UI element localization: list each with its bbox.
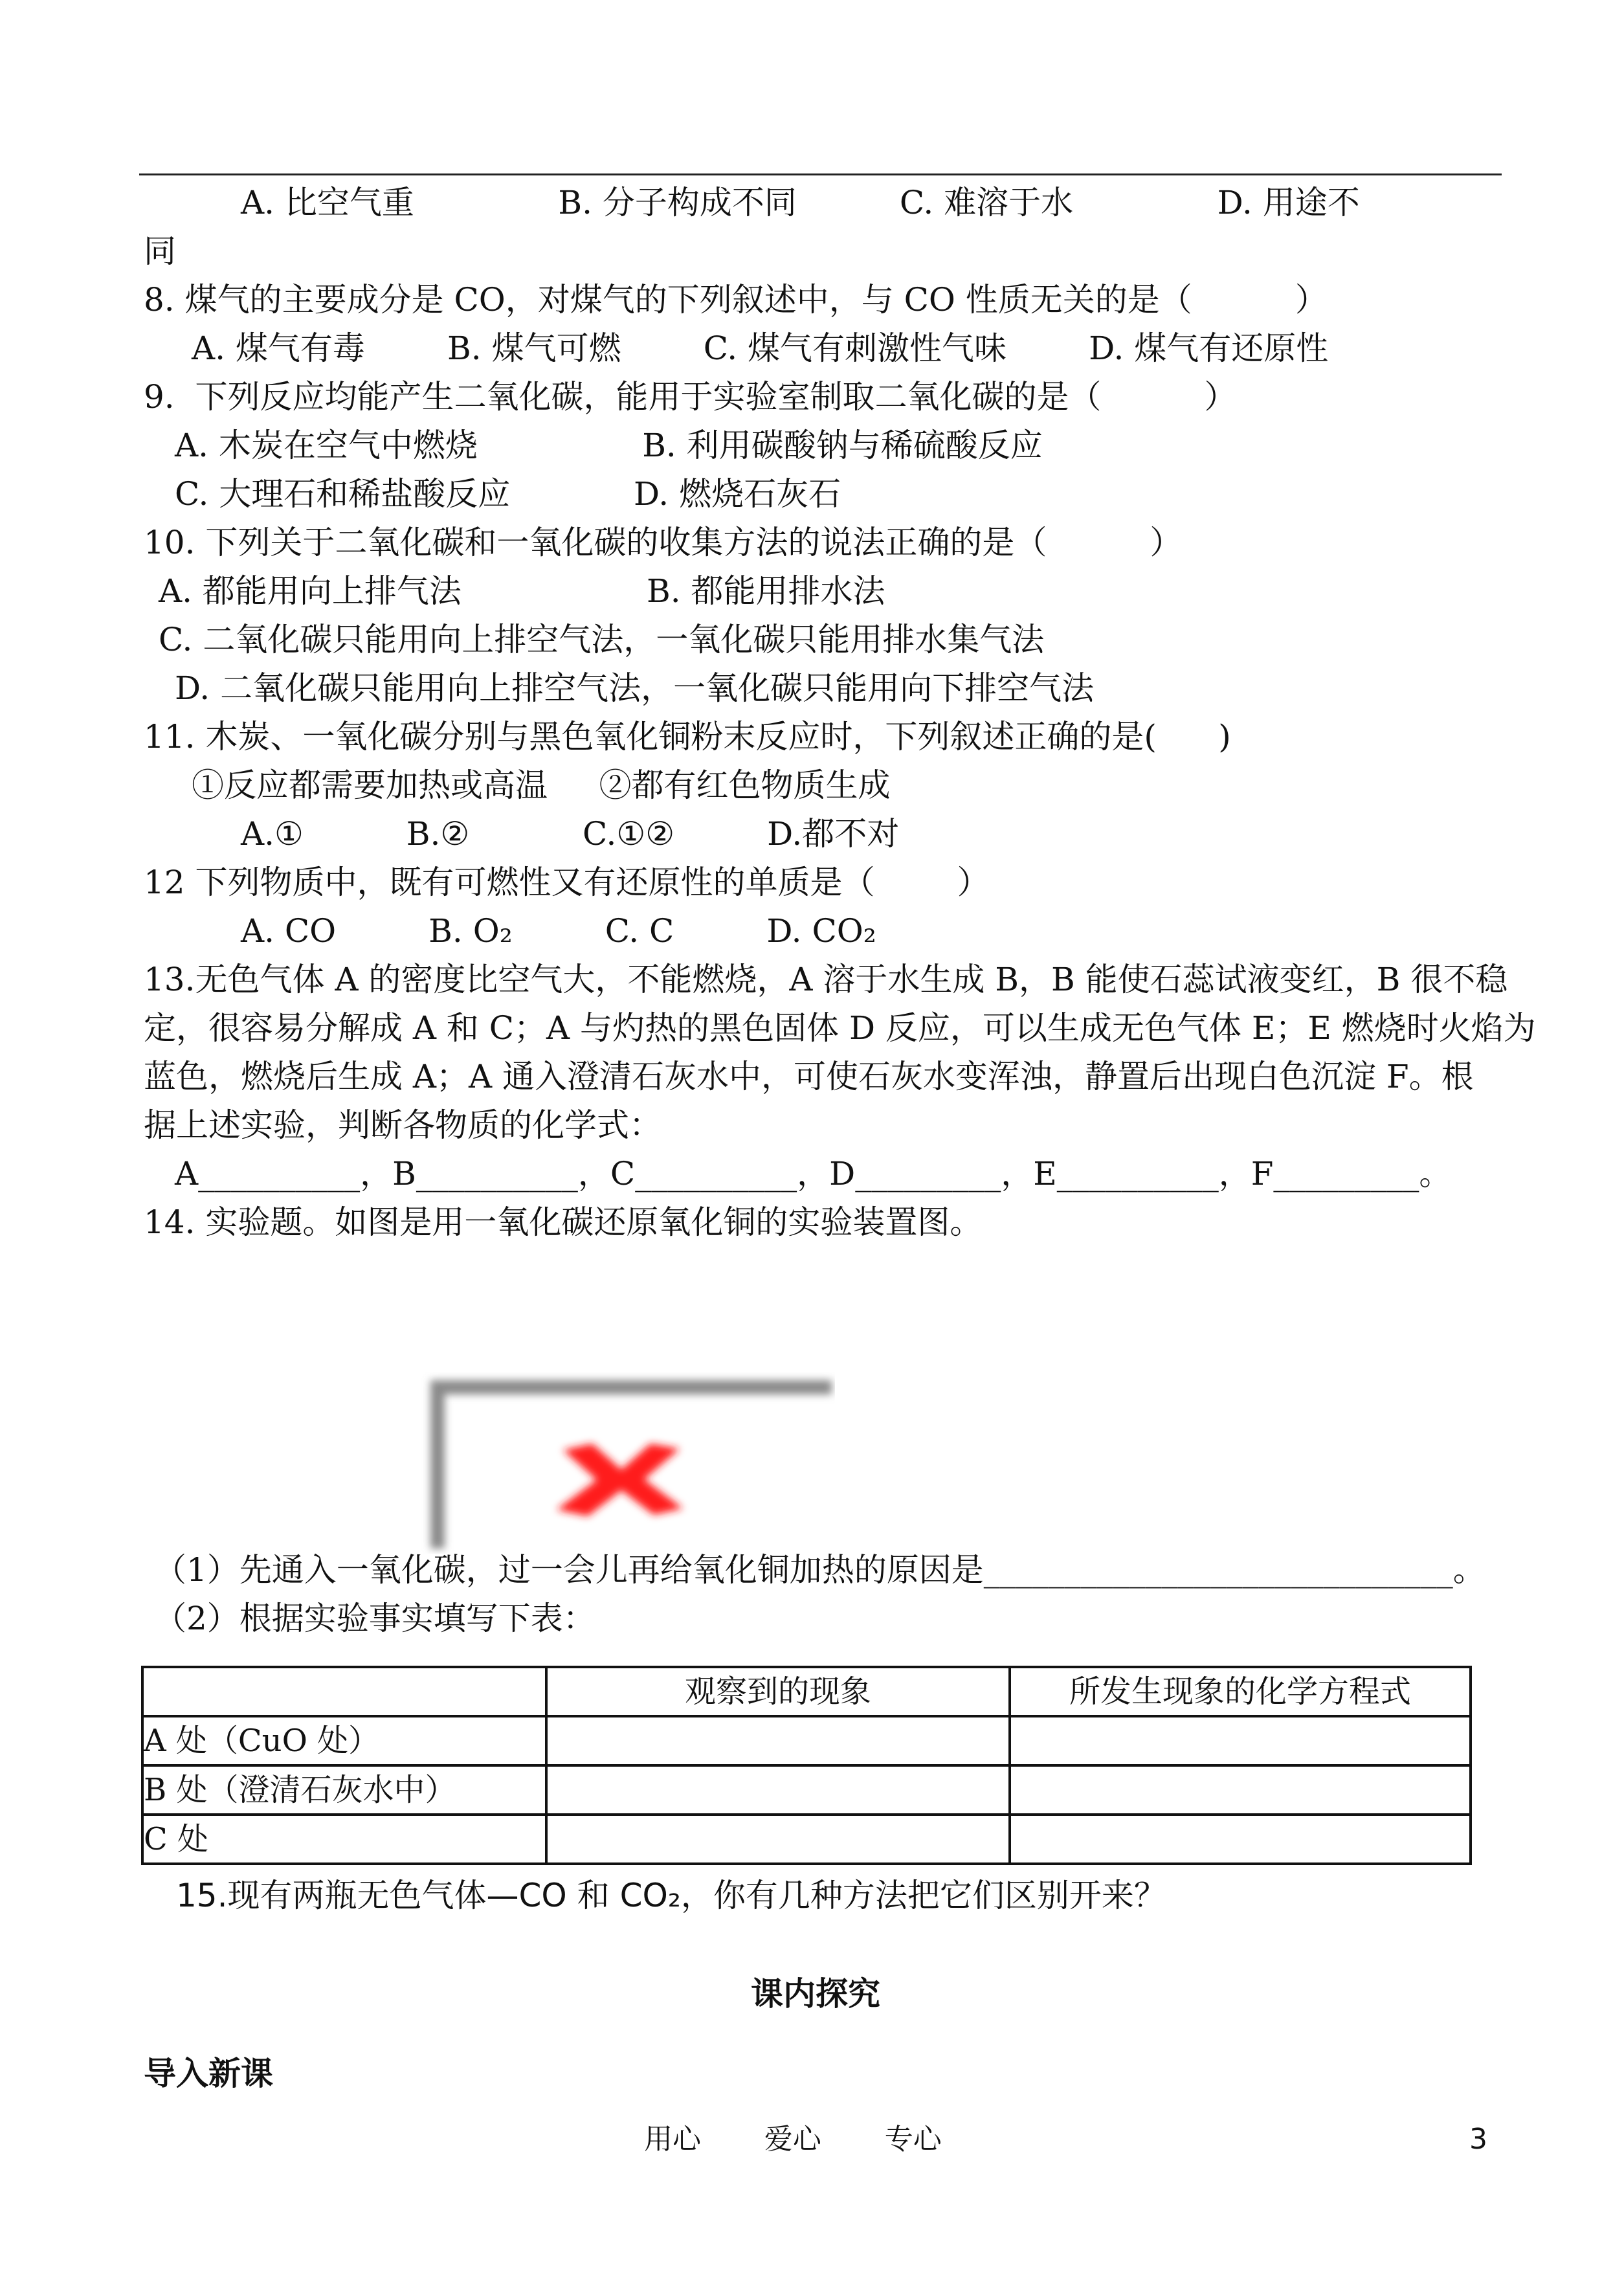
q14-part-2: （2）根据实验事实填写下表：	[154, 1600, 595, 1637]
q8-options: A. 煤气有毒 B. 煤气可燃 C. 煤气有刺激性气味 D. 煤气有还原性	[192, 330, 1329, 367]
observation-table	[141, 1666, 1472, 1865]
q12-options: A. CO B. O₂ C. C D. CO₂	[241, 912, 876, 950]
q10-options-ab: A. 都能用向上排气法 B. 都能用排水法	[159, 572, 885, 610]
table-row	[142, 1765, 1471, 1815]
table-row-label: A 处（CuO 处）	[142, 1716, 546, 1765]
q11-stem: 11. 木炭、一氧化碳分别与黑色氧化铜粉末反应时，下列叙述正确的是( )	[144, 718, 1231, 755]
header-rule	[139, 173, 1502, 175]
footer-motto: 用心 爱心 专心	[644, 2123, 942, 2156]
q7-options-continued: 同	[144, 232, 176, 270]
q10-stem: 10. 下列关于二氧化碳和一氧化碳的收集方法的说法正确的是（ ）	[144, 524, 1183, 561]
table-cell[interactable]	[546, 1716, 1010, 1765]
table-cell[interactable]	[546, 1815, 1010, 1864]
q7-options: A. 比空气重 B. 分子构成不同 C. 难溶于水 D. 用途不	[241, 184, 1360, 221]
q9-stem: 9. 下列反应均能产生二氧化碳，能用于实验室制取二氧化碳的是（ ）	[144, 378, 1237, 416]
q9-options-ab: A. 木炭在空气中燃烧 B. 利用碳酸钠与稀硫酸反应	[175, 427, 1043, 464]
q11-options: A.① B.② C.①② D.都不对	[241, 815, 900, 853]
q13-line-1: 13.无色气体 A 的密度比空气大，不能燃烧，A 溶于水生成 B，B 能使石蕊试液变红，B 很不稳	[144, 961, 1508, 998]
q14-stem: 14. 实验题。如图是用一氧化碳还原氧化铜的实验装置图。	[144, 1203, 983, 1241]
subsection-title: 导入新课	[144, 2055, 273, 2092]
table-header-cell: 观察到的现象	[546, 1667, 1010, 1716]
table-row-label: C 处	[142, 1815, 546, 1864]
table-header-cell	[142, 1667, 546, 1716]
section-title: 课内探究	[751, 1975, 880, 2013]
table-row	[142, 1716, 1471, 1765]
q10-option-d: D. 二氧化碳只能用向上排空气法，一氧化碳只能用向下排空气法	[175, 669, 1095, 707]
table-header-cell: 所发生现象的化学方程式	[1010, 1667, 1471, 1716]
q11-items: ①反应都需要加热或高温 ②都有红色物质生成	[192, 766, 891, 804]
page-number: 3	[1469, 2123, 1487, 2156]
q14-part-1: （1）先通入一氧化碳，过一会儿再给氧化铜加热的原因是_____________________________。	[154, 1551, 1485, 1589]
q8-stem: 8. 煤气的主要成分是 CO，对煤气的下列叙述中，与 CO 性质无关的是（ ）	[144, 281, 1328, 319]
table-row-label: B 处（澄清石灰水中）	[142, 1765, 546, 1815]
q13-line-4: 据上述实验，判断各物质的化学式：	[144, 1106, 662, 1144]
table-cell[interactable]	[1010, 1765, 1471, 1815]
q10-option-c: C. 二氧化碳只能用向上排空气法，一氧化碳只能用排水集气法	[159, 621, 1045, 658]
q9-options-cd: C. 大理石和稀盐酸反应 D. 燃烧石灰石	[175, 475, 841, 513]
table-cell[interactable]	[1010, 1716, 1471, 1765]
table-cell[interactable]	[546, 1765, 1010, 1815]
apparatus-image-placeholder	[421, 1372, 835, 1554]
table-cell[interactable]	[1010, 1815, 1471, 1864]
table-row	[142, 1815, 1471, 1864]
broken-image-x-icon	[557, 1444, 683, 1516]
q13-answer-blanks: A__________，B__________，C__________，D_________，E__________，F_________。	[175, 1155, 1452, 1192]
q13-line-3: 蓝色，燃烧后生成 A；A 通入澄清石灰水中，可使石灰水变浑浊，静置后出现白色沉淀 F。根	[144, 1058, 1474, 1095]
q15-question: 15.现有两瓶无色气体—CO 和 CO₂，你有几种方法把它们区别开来？	[176, 1877, 1166, 1914]
q13-line-2: 定，很容易分解成 A 和 C；A 与灼热的黑色固体 D 反应，可以生成无色气体 E；E 燃烧时火焰为	[144, 1009, 1536, 1047]
q12-stem: 12 下列物质中，既有可燃性又有还原性的单质是（ ）	[144, 864, 990, 901]
table-header-row	[142, 1667, 1471, 1716]
